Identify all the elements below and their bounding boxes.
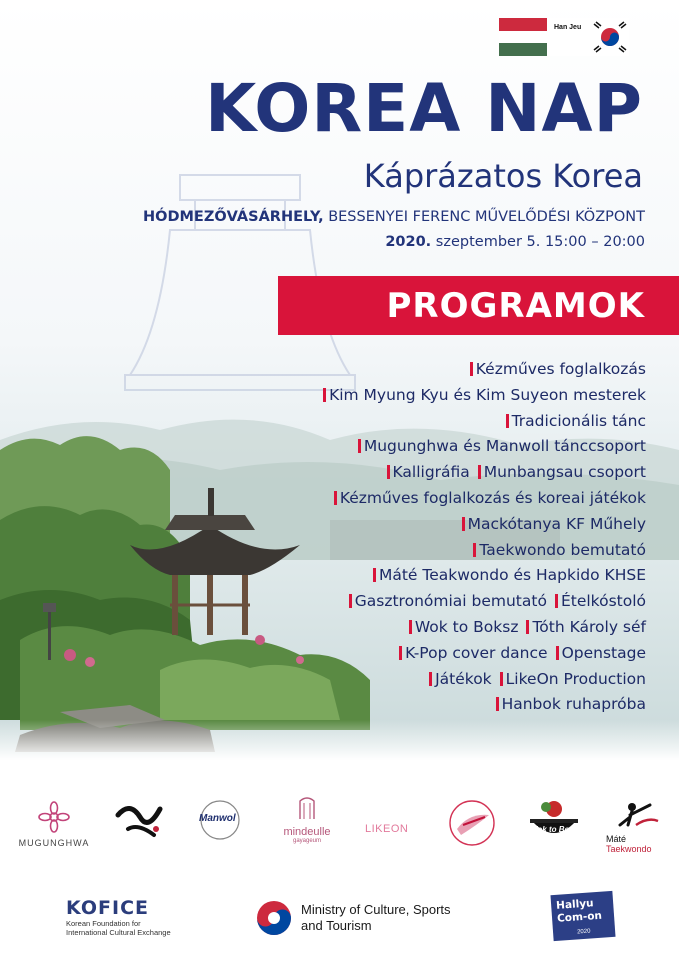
program-item [462, 515, 646, 533]
program-row [226, 592, 646, 618]
red-bar-icon [506, 414, 509, 428]
kofice-sub-1: Korean Foundation for [66, 919, 141, 928]
program-item-label: Máté Teakwondo és Hapkido KHSE [378, 566, 646, 585]
red-bar-icon [500, 672, 503, 686]
hallyu-line-2: Com-on [556, 909, 603, 925]
red-bar-icon [409, 620, 412, 634]
mate-label-a: Máté [606, 834, 627, 844]
program-item-label: Mugunghwa és Manwoll tánccsoport [363, 437, 646, 456]
programs-heading: PROGRAMOK [386, 286, 645, 326]
kofice-label: KOFICE [66, 897, 149, 919]
circle-emblem-icon [445, 795, 500, 850]
program-item [334, 489, 646, 507]
program-item-label: Gasztronómiai bemutató [354, 592, 547, 611]
program-item-label: Openstage [561, 643, 646, 662]
event-venue [143, 209, 645, 225]
date-year: 2020. [385, 234, 432, 250]
mindeulle-label: mindeulle [283, 826, 331, 838]
wok-to-box-logo [526, 795, 582, 865]
program-item-label: Ételkóstoló [560, 592, 646, 611]
red-bar-icon [399, 646, 402, 660]
program-item [500, 670, 646, 688]
program-row [226, 437, 646, 463]
ministry-line-1: Ministry of Culture, Sports [301, 902, 451, 917]
program-item-label: Tradicionális tánc [511, 411, 646, 430]
mate-label-b: Taekwondo [606, 844, 652, 854]
likeon-logo [365, 795, 415, 865]
red-bar-icon [358, 439, 361, 453]
program-row [226, 566, 646, 592]
wok-icon [526, 795, 582, 853]
badge-label: Han Jeu [554, 24, 582, 31]
program-item [349, 592, 547, 610]
organizer-logos [0, 885, 679, 955]
event-subtitle: Káprázatos Korea [363, 157, 643, 195]
program-item-label: Játékok [435, 669, 492, 688]
red-bar-icon [470, 362, 473, 376]
manwol-label: Manwol [199, 813, 236, 824]
event-title: KOREA NAP [205, 70, 643, 147]
mindeulle-sublabel: gayageum [292, 838, 322, 844]
red-bar-icon [526, 620, 529, 634]
program-item [555, 592, 646, 610]
program-row [226, 644, 646, 670]
program-item [506, 412, 646, 430]
gayageum-icon [272, 795, 342, 821]
red-bar-icon [429, 672, 432, 686]
program-item-label: Kalligráfia [392, 463, 470, 482]
program-item [399, 644, 547, 662]
program-row [226, 463, 646, 489]
program-item-label: LikeOn Production [505, 669, 646, 688]
sponsor-logos [0, 795, 679, 870]
program-row [226, 489, 646, 515]
mate-taekwondo-logo [606, 795, 672, 865]
program-item-label: Wok to Boksz [414, 617, 519, 636]
red-bar-icon [478, 465, 481, 479]
program-row [226, 515, 646, 541]
red-bar-icon [462, 517, 465, 531]
red-bar-icon [473, 543, 476, 557]
date-time: szeptember 5. 15:00 – 20:00 [431, 234, 645, 250]
program-item [526, 618, 646, 636]
program-item-label: Tóth Károly séf [532, 617, 646, 636]
program-row [226, 386, 646, 412]
program-row [226, 670, 646, 696]
program-item-label: Taekwondo bemutató [479, 540, 646, 559]
mackotanya-logo [445, 795, 500, 865]
program-item [556, 644, 646, 662]
programs-banner [278, 276, 679, 335]
mugunghwa-label: MUGUNGHWA [18, 838, 90, 848]
red-bar-icon [334, 491, 337, 505]
kofice-logo [66, 897, 171, 937]
manwol-logo [195, 795, 245, 865]
program-item-label: Hanbok ruhapróba [501, 695, 646, 714]
calligraphy-logo [110, 795, 170, 865]
program-item-label: Mackótanya KF Műhely [467, 514, 646, 533]
program-item [496, 695, 646, 713]
ministry-line-2: and Tourism [301, 918, 372, 933]
program-item [373, 566, 646, 584]
kofice-sub-2: International Cultural Exchange [66, 928, 171, 937]
program-item [358, 437, 646, 455]
program-item-label: Kézműves foglalkozás és koreai játékok [339, 488, 646, 507]
program-item [429, 670, 492, 688]
hallyu-label [556, 897, 603, 926]
program-item [323, 386, 646, 404]
hallyu-com-on-logo [550, 891, 615, 941]
red-bar-icon [387, 465, 390, 479]
mugunghwa-flower-icon [18, 795, 90, 835]
program-item [409, 618, 519, 636]
venue-place: BESSENYEI FERENC MŰVELŐDÉSI KÖZPONT [323, 209, 645, 225]
mindeulle-logo [272, 795, 342, 865]
mugunghwa-logo [18, 795, 90, 865]
program-item [387, 463, 470, 481]
program-row [226, 695, 646, 721]
program-list [226, 360, 646, 721]
red-bar-icon [373, 568, 376, 582]
red-bar-icon [349, 594, 352, 608]
taegeuk-icon [255, 899, 293, 937]
program-item [478, 463, 646, 481]
likeon-label: LIKEON [365, 823, 409, 835]
wok-label: Wok to Box [530, 825, 574, 834]
hallyu-year: 2020 [576, 928, 591, 936]
red-bar-icon [496, 697, 499, 711]
venue-city: HÓDMEZŐVÁSÁRHELY, [143, 209, 324, 225]
mate-label [606, 834, 672, 854]
program-row [226, 360, 646, 386]
calligraphy-icon [110, 795, 170, 845]
red-bar-icon [556, 646, 559, 660]
red-bar-icon [555, 594, 558, 608]
program-row [226, 541, 646, 567]
program-item-label: Munbangsau csoport [483, 463, 646, 482]
red-bar-icon [323, 388, 326, 402]
taekwondo-kick-icon [606, 795, 672, 831]
event-date [385, 234, 645, 250]
program-row [226, 412, 646, 438]
program-item-label: Kézműves foglalkozás [475, 360, 646, 378]
program-item-label: K-Pop cover dance [405, 643, 548, 662]
hallyu-line-1: Hallyu [555, 897, 594, 912]
program-item [470, 360, 646, 378]
program-row [226, 618, 646, 644]
program-item [473, 541, 646, 559]
program-item-label: Kim Myung Kyu és Kim Suyeon mesterek [329, 385, 646, 404]
